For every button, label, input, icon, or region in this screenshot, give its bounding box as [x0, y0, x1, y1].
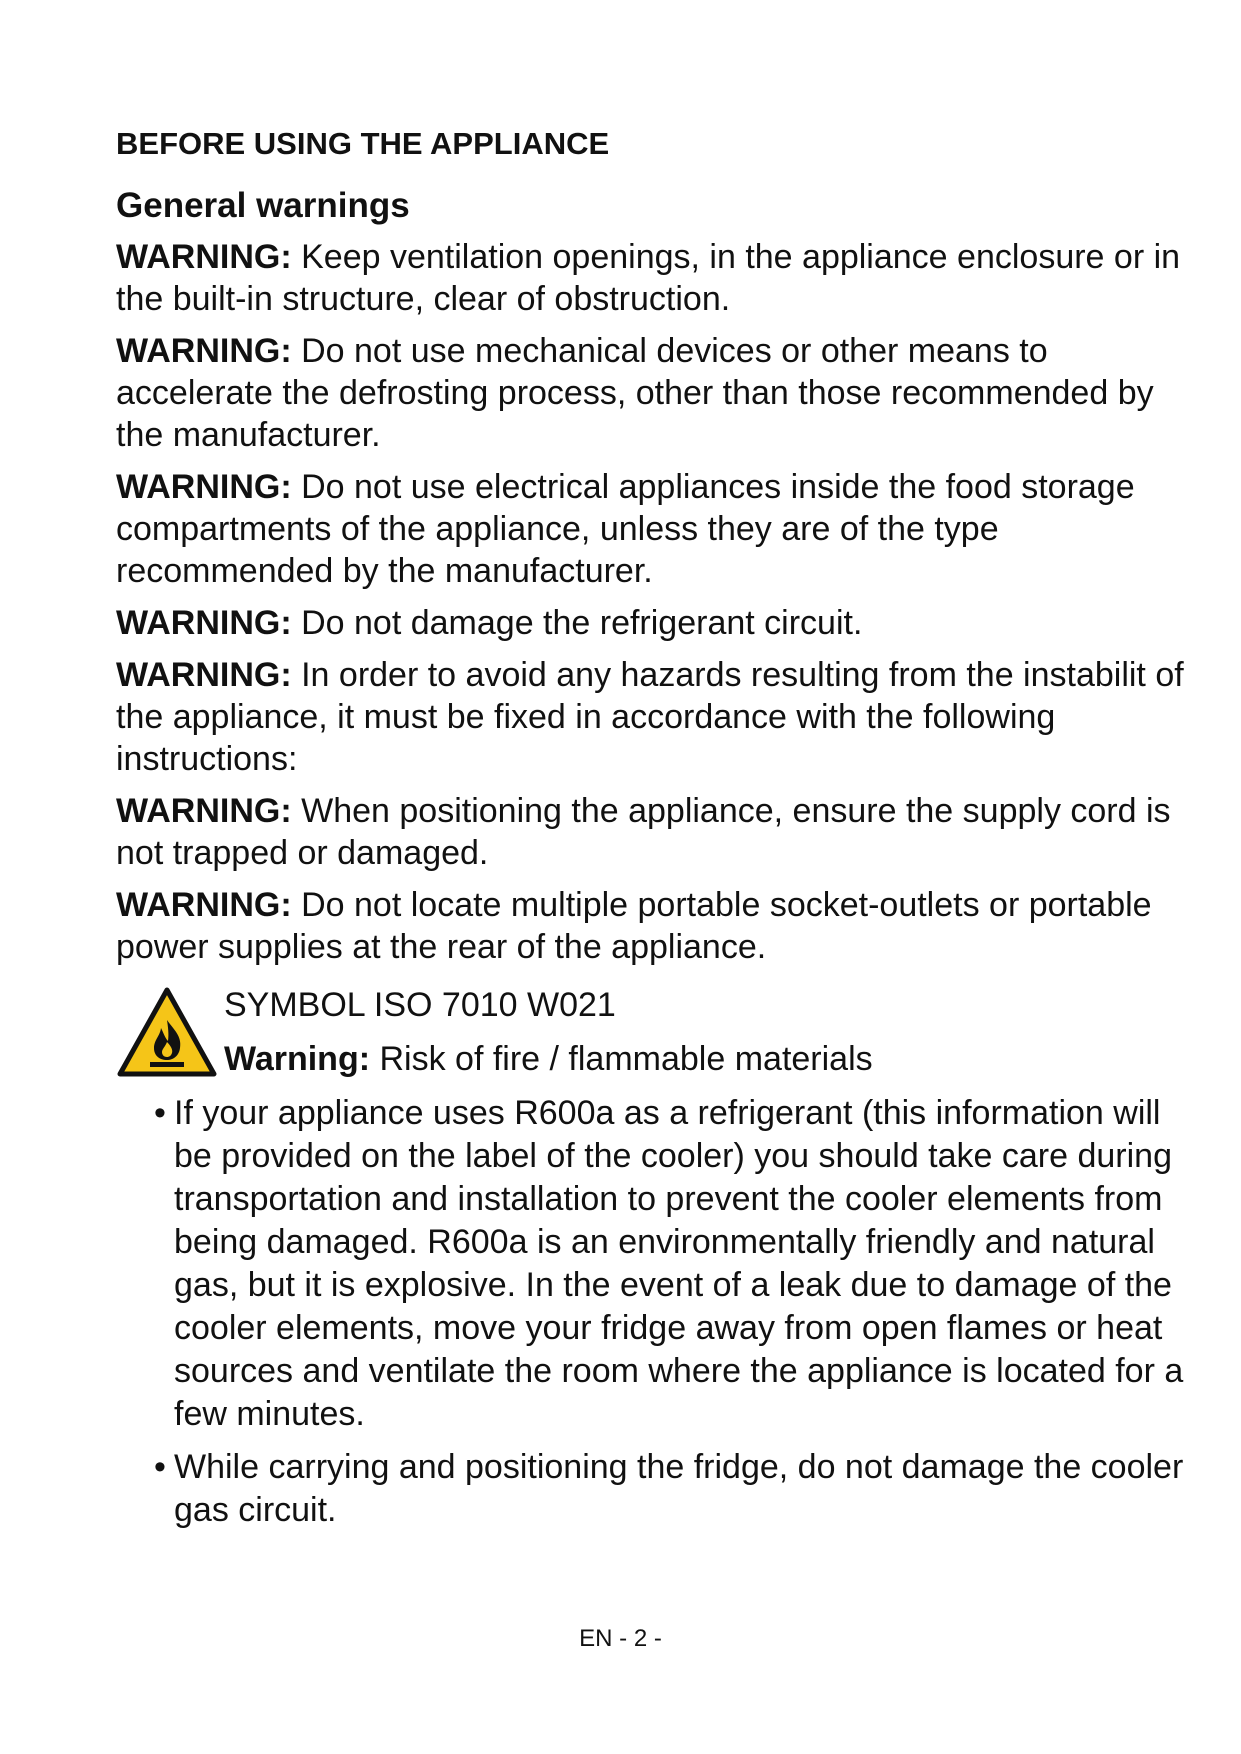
- warning-paragraph: [116, 466, 1206, 592]
- symbol-caption: [224, 1032, 873, 1086]
- warning-text: When positioning the appliance, ensure the supply cord is not trapped or damaged.: [116, 792, 1171, 872]
- bullet-text: If your appliance uses R600a as a refrigerant (this information will be provided on the label of the cooler) you should take care during transportation and installation to prevent the cooler elements from being damaged. R600a is an environmentally friendly and natural gas, but it is explosive. In the event of a leak due to damage of the cooler elements, move your fridge away from open flames or heat sources and ventilate the room where the appliance is located for a few minutes.: [174, 1094, 1184, 1433]
- warning-text: Do not damage the refrigerant circuit.: [301, 604, 863, 642]
- subsection-title: General warnings: [116, 186, 410, 225]
- symbol-warning-lead: Warning:: [224, 1040, 371, 1078]
- bullet-dot: •: [154, 1094, 166, 1132]
- symbol-text: [224, 978, 873, 1086]
- warning-lead: WARNING:: [116, 656, 292, 694]
- warning-paragraph: [116, 602, 1206, 644]
- warning-lead: WARNING:: [116, 792, 292, 830]
- page-footer: EN - 2 -: [579, 1625, 662, 1652]
- symbol-warning-text: Risk of fire / flammable materials: [379, 1040, 873, 1078]
- warning-text: Do not locate multiple portable socket-outlets or portable power supplies at the rear of the appliance.: [116, 886, 1152, 966]
- warning-paragraph: [116, 790, 1206, 874]
- list-item: [154, 1446, 1206, 1532]
- warning-lead: WARNING:: [116, 604, 292, 642]
- warning-paragraph: [116, 884, 1206, 968]
- flammable-symbol-block: [116, 978, 1206, 1090]
- page-content: [116, 124, 1206, 1542]
- symbol-code: SYMBOL ISO 7010 W021: [224, 986, 616, 1024]
- warning-lead: WARNING:: [116, 468, 292, 506]
- section-title: BEFORE USING THE APPLIANCE: [116, 126, 610, 161]
- warning-paragraph: [116, 236, 1206, 320]
- warning-text: Do not use electrical appliances inside the food storage compartments of the appliance, unless they are of the type recommended by the manufacturer.: [116, 468, 1135, 590]
- flammable-warning-icon: [116, 986, 218, 1078]
- bullet-list: [116, 1092, 1206, 1532]
- warning-text: Do not use mechanical devices or other means to accelerate the defrosting process, other than those recommended by the manufacturer.: [116, 332, 1154, 454]
- warning-text: In order to avoid any hazards resulting from the instabilit of the appliance, it must be fixed in accordance with the following instructions:: [116, 656, 1184, 778]
- bullet-dot: •: [154, 1448, 166, 1486]
- list-item: [154, 1092, 1206, 1436]
- warning-paragraph: [116, 654, 1206, 780]
- bullet-text: While carrying and positioning the fridge, do not damage the cooler gas circuit.: [174, 1448, 1184, 1529]
- warning-lead: WARNING:: [116, 332, 292, 370]
- warning-paragraph: [116, 330, 1206, 456]
- warning-lead: WARNING:: [116, 886, 292, 924]
- warning-lead: WARNING:: [116, 238, 292, 276]
- warning-text: Keep ventilation openings, in the appliance enclosure or in the built-in structure, clear of obstruction.: [116, 238, 1181, 318]
